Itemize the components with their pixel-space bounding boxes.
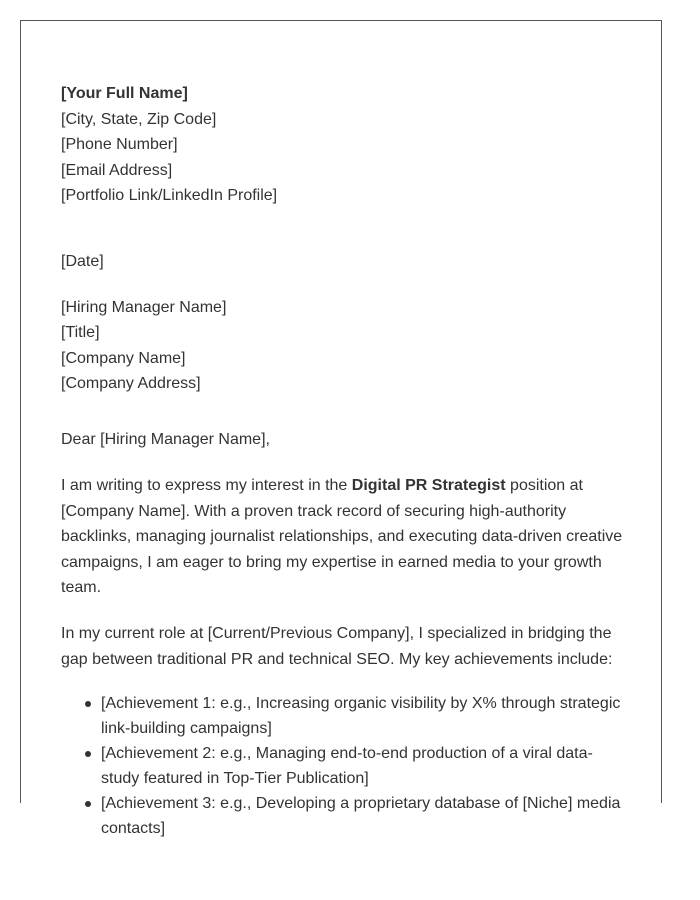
sender-name: [Your Full Name] [61,85,188,102]
intro-paragraph [61,473,623,601]
sender-portfolio: [Portfolio Link/LinkedIn Profile] [61,187,278,204]
recipient-company: [Company Name] [61,350,186,367]
recipient-name: [Hiring Manager Name] [61,299,227,316]
letter-page [20,20,662,837]
sender-email: [Email Address] [61,162,173,179]
achievements-list [61,691,631,841]
intro-after: position at [Company Name]. With a proven track record of securing high-authority backlinks, managing journalist relationships, and executing data-driven creative campaigns, I am eager to bring my expertise in earned media to your growth team. [61,477,623,596]
intro-role: Digital PR Strategist [351,477,506,494]
achievement-item: [Achievement 3: e.g., Developing a proprietary database of [Niche] media contacts] [101,791,631,841]
salutation: Dear [Hiring Manager Name], [61,431,270,448]
achievement-item: [Achievement 2: e.g., Managing end-to-end production of a viral data-study featured in Top-Tier Publication] [101,741,631,791]
sender-city: [City, State, Zip Code] [61,111,217,128]
recipient-address: [Company Address] [61,375,201,392]
recipient-title: [Title] [61,324,100,341]
achievement-item: [Achievement 1: e.g., Increasing organic visibility by X% through strategic link-building campaigns] [101,691,631,741]
letter-date: [Date] [61,253,104,270]
sender-phone: [Phone Number] [61,136,178,153]
intro-before: I am writing to express my interest in the [61,477,352,494]
current-role-paragraph: In my current role at [Current/Previous Company], I specialized in bridging the gap between traditional PR and technical SEO. My key achievements include: [61,625,613,668]
